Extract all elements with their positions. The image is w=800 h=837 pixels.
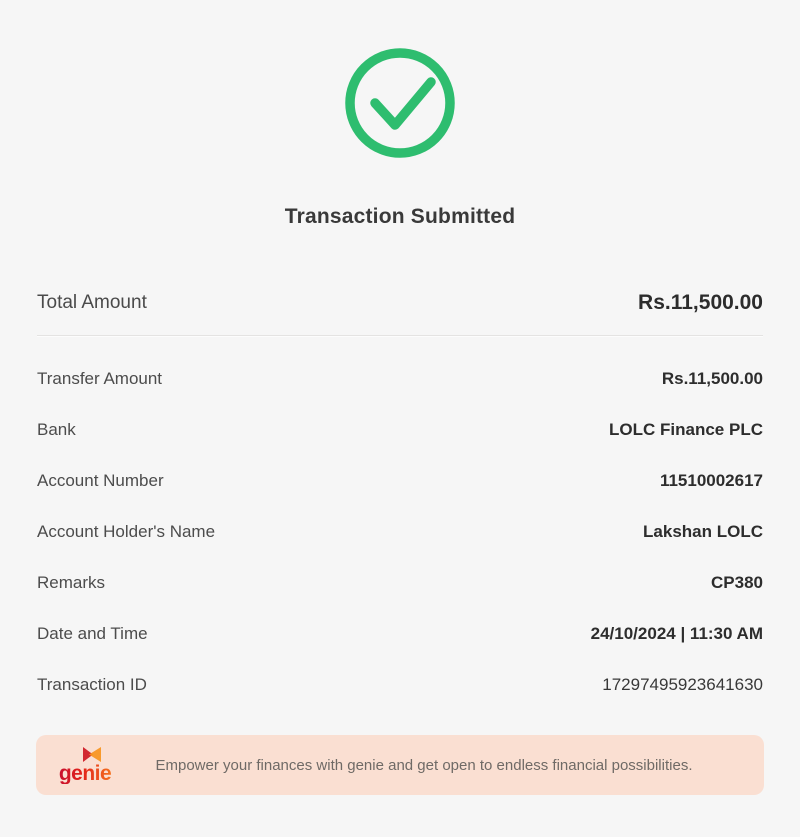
detail-label: Bank (37, 420, 76, 439)
detail-row-remarks (37, 572, 763, 594)
promo-message: Empower your finances with genie and get open to endless financial possibilities. (155, 756, 693, 774)
check-circle-icon (342, 45, 458, 161)
detail-row-transaction-id (37, 674, 763, 696)
detail-value: CP380 (711, 573, 763, 592)
transaction-details (37, 368, 763, 696)
detail-row-bank (37, 419, 763, 441)
transaction-status-title: Transaction Submitted (284, 205, 516, 228)
detail-label: Account Number (37, 471, 164, 490)
success-indicator (37, 0, 763, 161)
divider (37, 335, 763, 337)
detail-value: LOLC Finance PLC (609, 420, 763, 439)
detail-value: 24/10/2024 | 11:30 AM (590, 624, 763, 643)
detail-row-date-time (37, 623, 763, 645)
total-amount-label: Total Amount (37, 292, 147, 313)
genie-promo-banner[interactable] (36, 735, 764, 795)
total-amount-value: Rs.11,500.00 (638, 291, 763, 314)
genie-logo (56, 747, 114, 784)
total-amount-row (37, 290, 763, 316)
detail-value: 17297495923641630 (602, 675, 763, 694)
detail-label: Transaction ID (37, 675, 147, 694)
detail-value: Rs.11,500.00 (661, 369, 763, 388)
detail-row-account-holder-name (37, 521, 763, 543)
detail-row-account-number (37, 470, 763, 492)
detail-label: Account Holder's Name (37, 522, 216, 541)
detail-value: 11510002617 (659, 471, 763, 490)
detail-label: Date and Time (37, 624, 148, 643)
detail-label: Remarks (37, 573, 106, 592)
detail-row-transfer-amount (37, 368, 763, 390)
genie-butterfly-icon (82, 747, 102, 762)
detail-value: Lakshan LOLC (643, 522, 763, 541)
genie-logo-text: genie (58, 761, 112, 785)
detail-label: Transfer Amount (37, 369, 163, 388)
